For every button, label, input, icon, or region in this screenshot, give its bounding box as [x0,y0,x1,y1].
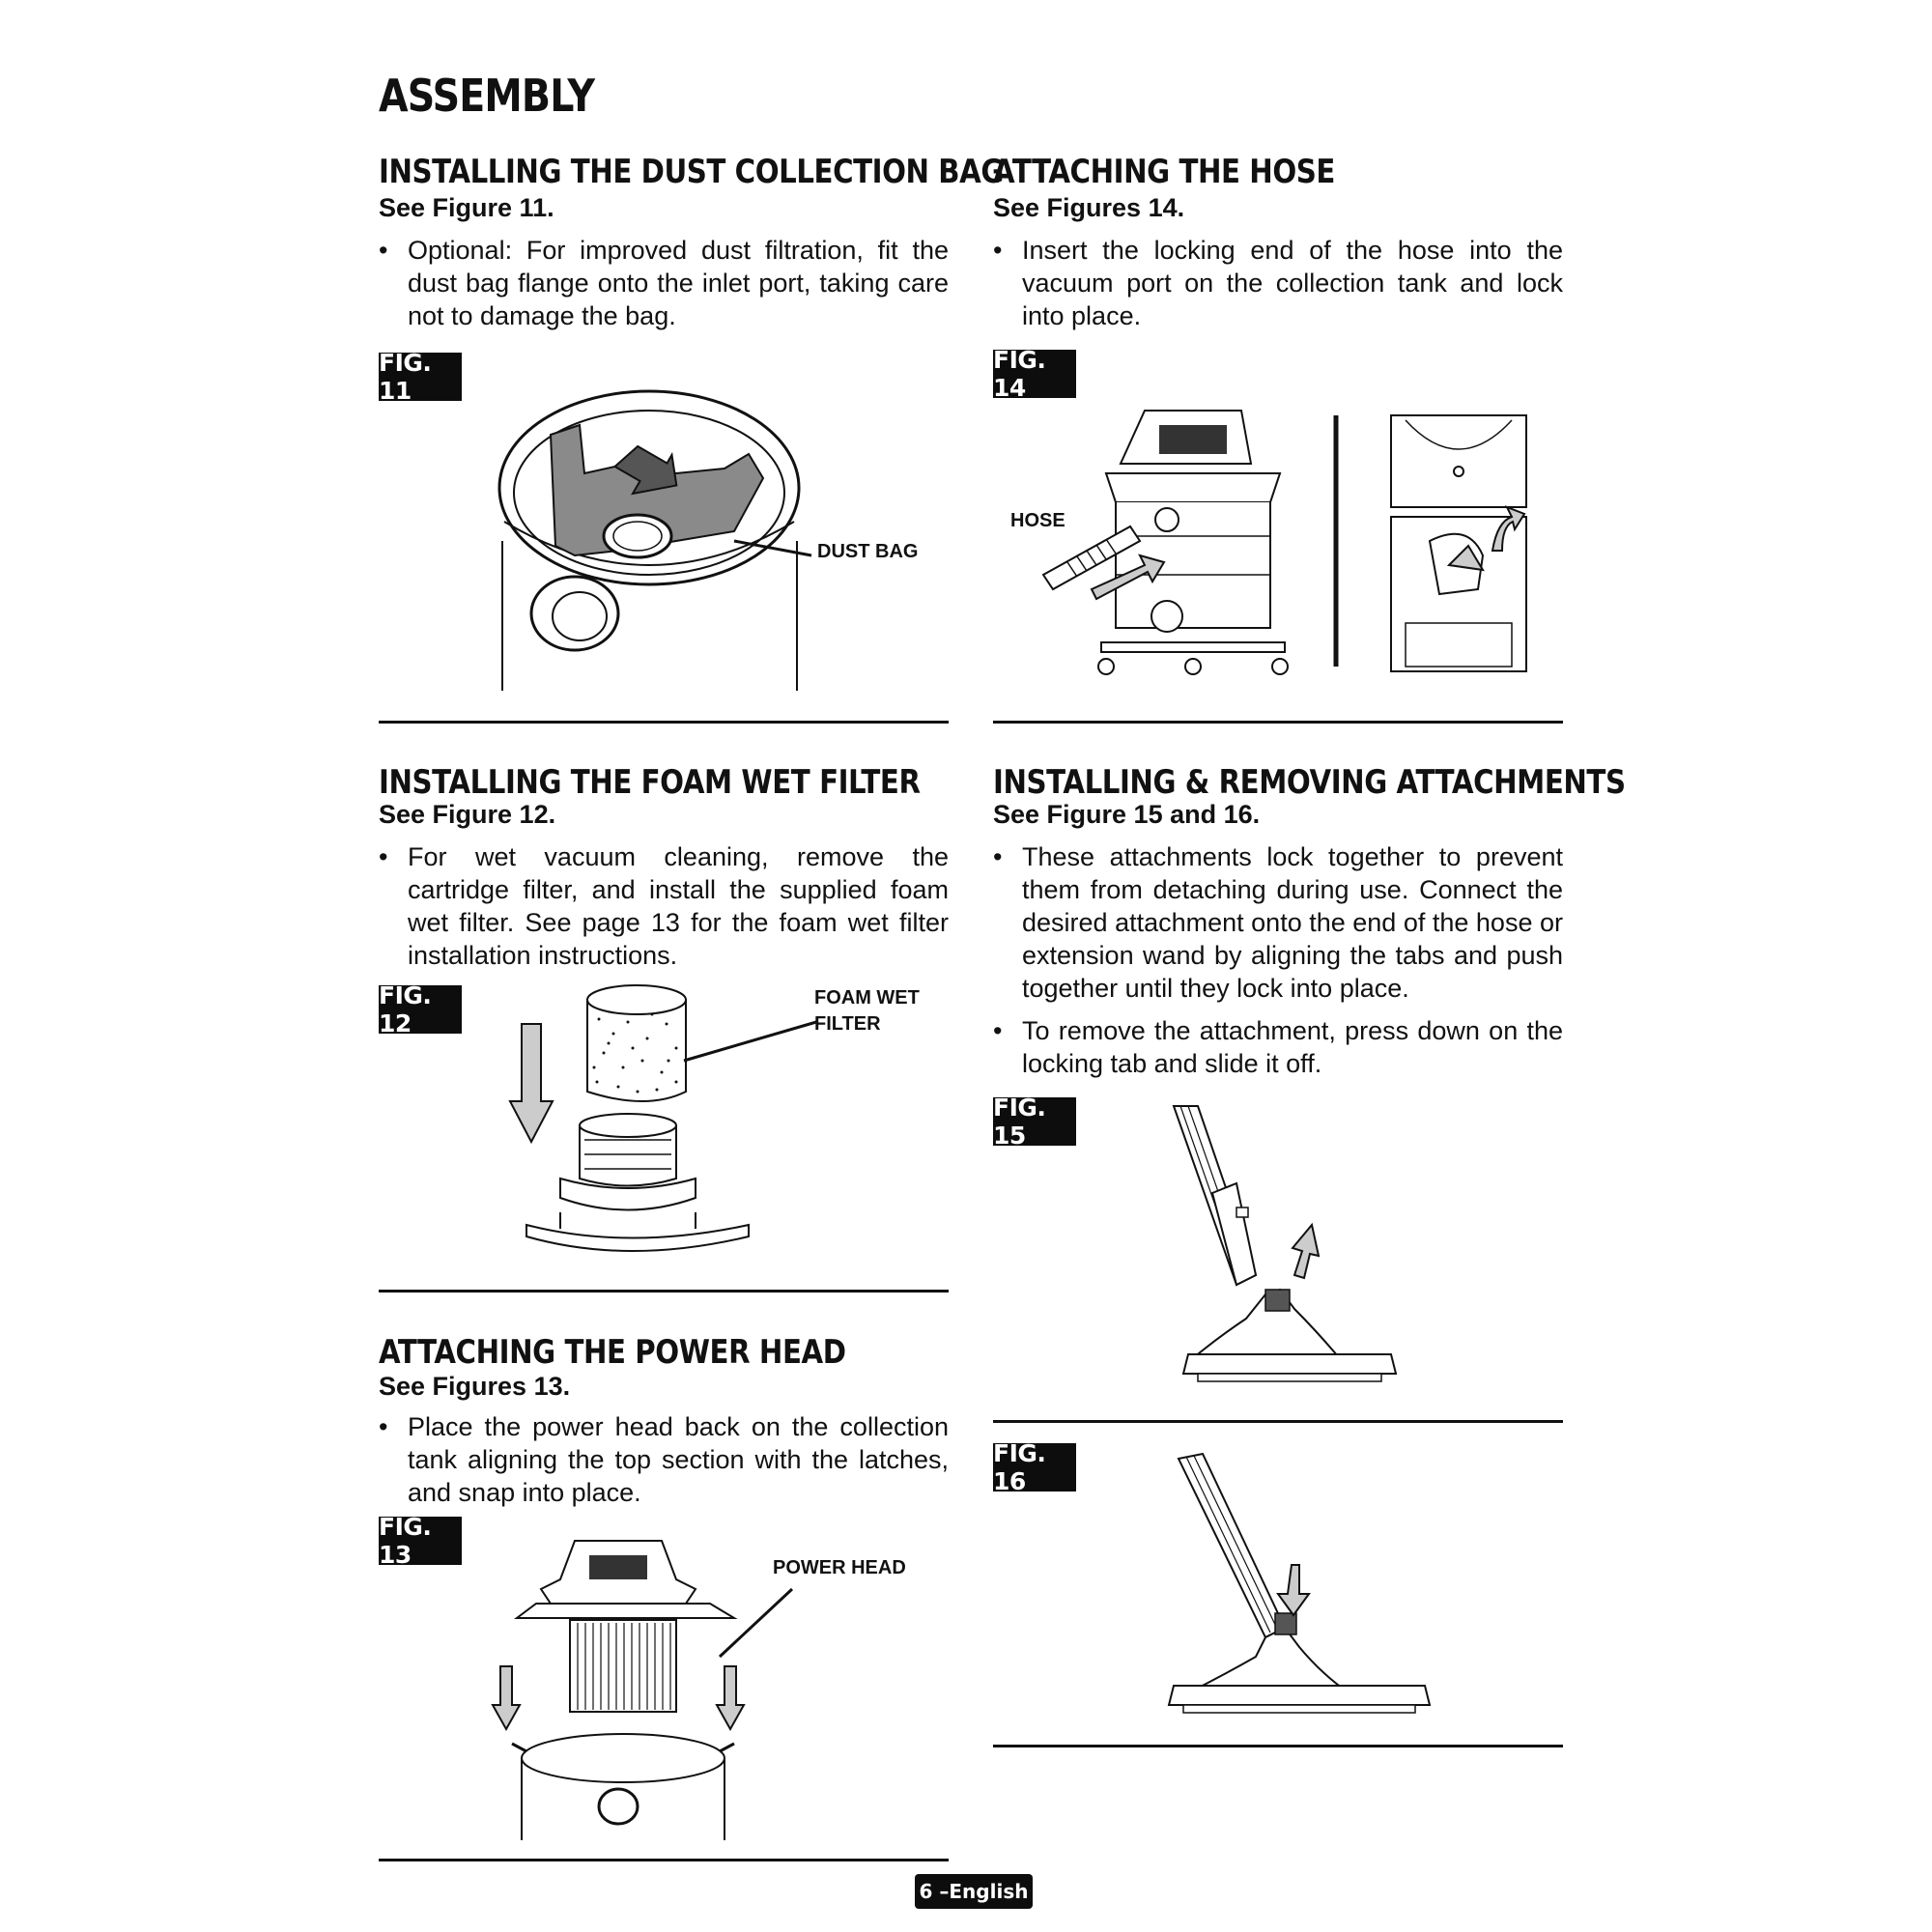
hose-illustration [1024,406,1546,686]
attachments-heading: INSTALLING & REMOVING ATTACHMENTS [993,763,1626,802]
dust-bag-see-figure: See Figure 11. [379,193,554,222]
fig-12-label: FIG. 12 [379,985,462,1034]
list-item: • Insert the locking end of the hose into the vacuum port on the collection tank and lock into place. [993,234,1563,332]
section-divider [993,1420,1563,1423]
power-head-heading: ATTACHING THE POWER HEAD [379,1333,846,1372]
dust-bag-illustration [483,386,811,696]
list-item: • Optional: For improved dust filtration, fit the dust bag flange onto the inlet port, taking care not to damage the bag. [379,234,949,332]
power-head-leader-line [715,1584,802,1662]
list-item: • For wet vacuum cleaning, remove the cartridge filter, and install the supplied foam wet filter. See page 13 for the foam wet filter installation instructions. [379,840,949,972]
hose-heading: ATTACHING THE HOSE [993,153,1335,191]
list-item: • These attachments lock together to prevent them from detaching during use. Connect the desired attachment onto the end of the hose or extension wand by aligning the tabs and push together until they lock into place. [993,840,1563,1005]
fig-15-label: FIG. 15 [993,1097,1076,1146]
foam-filter-instructions [379,840,949,981]
section-divider [993,721,1563,724]
fig-11-label: FIG. 11 [379,353,462,401]
fig-14-label: FIG. 14 [993,350,1076,398]
power-head-see-figure: See Figures 13. [379,1372,571,1401]
callout-line: FILTER [814,1013,881,1035]
foam-filter-see-figure: See Figure 12. [379,800,556,829]
hose-instructions [993,234,1563,342]
section-divider [379,1290,949,1293]
power-head-instructions [379,1410,949,1519]
dust-bag-heading: INSTALLING THE DUST COLLECTION BAG [379,153,1004,191]
section-divider [379,721,949,724]
section-divider [379,1859,949,1861]
power-head-illustration [493,1531,773,1850]
page-number: 6 –English [915,1874,1033,1909]
callout-line: FOAM WET [814,987,920,1009]
foam-filter-callout [814,985,920,1037]
foam-filter-heading: INSTALLING THE FOAM WET FILTER [379,763,921,802]
attach-remove-illustration [1164,1449,1435,1729]
attach-illustration [1169,1101,1430,1391]
page-title: ASSEMBLY [379,70,595,122]
hose-callout: HOSE [1010,510,1065,531]
fig-16-label: FIG. 16 [993,1443,1076,1492]
foam-filter-leader-line [676,1005,831,1063]
attachments-instructions [993,840,1563,1090]
dust-bag-instructions [379,234,949,342]
attachments-see-figure: See Figure 15 and 16. [993,800,1261,829]
dust-bag-callout: DUST BAG [817,541,919,562]
fig-13-label: FIG. 13 [379,1517,462,1565]
hose-see-figure: See Figures 14. [993,193,1185,222]
power-head-callout: POWER HEAD [773,1557,906,1578]
list-item: • Place the power head back on the collection tank aligning the top section with the latches, and snap into place. [379,1410,949,1509]
section-divider [993,1745,1563,1747]
list-item: • To remove the attachment, press down on the locking tab and slide it off. [993,1014,1563,1080]
